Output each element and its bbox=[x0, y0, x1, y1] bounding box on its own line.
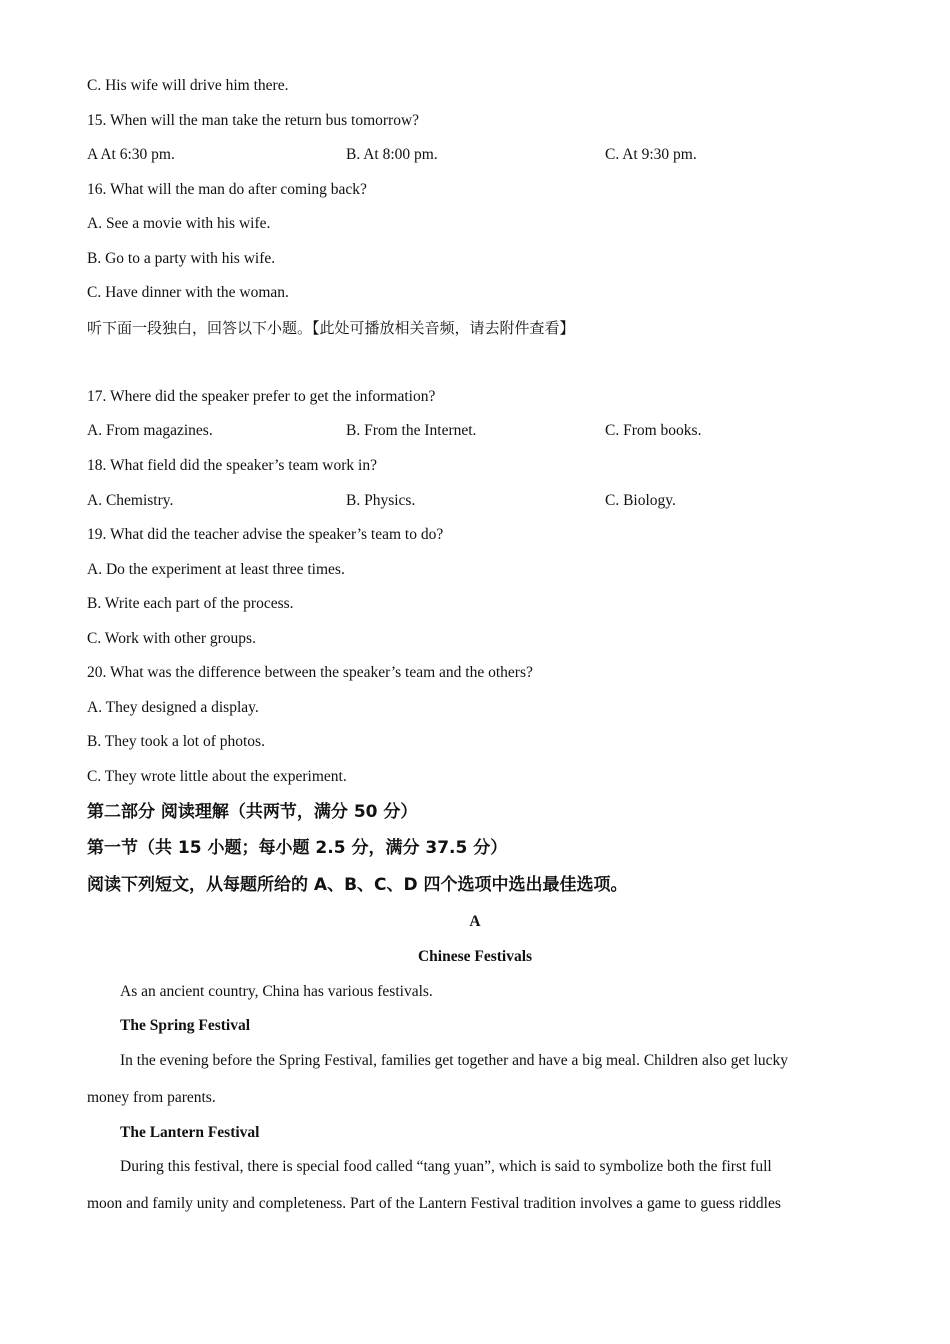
q14-option-c: C. His wife will drive him there. bbox=[87, 77, 289, 94]
q16-option-a: A. See a movie with his wife. bbox=[87, 215, 271, 232]
q19-option-a: A. Do the experiment at least three times. bbox=[87, 561, 345, 578]
q15-option-b: B. At 8:00 pm. bbox=[346, 146, 438, 163]
q18-option-b: B. Physics. bbox=[346, 492, 416, 509]
lantern-festival-text-1: During this festival, there is special food called “tang yuan”, which is said to symbolize both the first full bbox=[120, 1158, 772, 1175]
q16-question: 16. What will the man do after coming back? bbox=[87, 181, 367, 198]
spring-festival-text-1: In the evening before the Spring Festival, families get together and have a big meal. Children also get lucky bbox=[120, 1052, 789, 1069]
q18-option-a: A. Chemistry. bbox=[87, 492, 174, 509]
section1-heading: 第一节（共 15 小题；每小题 2.5 分，满分 37.5 分） bbox=[87, 838, 508, 858]
reading-instruction: 阅读下列短文，从每题所给的 A、B、C、D 四个选项中选出最佳选项。 bbox=[87, 875, 628, 895]
spring-festival-text-2: money from parents. bbox=[87, 1089, 216, 1106]
passage-title: Chinese Festivals bbox=[417, 948, 533, 965]
q15-option-c: C. At 9:30 pm. bbox=[605, 146, 697, 163]
passage-label: A bbox=[469, 913, 481, 930]
q18-option-c: C. Biology. bbox=[605, 492, 676, 509]
lantern-festival-text-2: moon and family unity and completeness. Part of the Lantern Festival tradition involves a game to guess riddles bbox=[87, 1195, 781, 1212]
lantern-festival-heading: The Lantern Festival bbox=[120, 1124, 260, 1141]
q16-option-b: B. Go to a party with his wife. bbox=[87, 250, 276, 267]
q17-option-c: C. From books. bbox=[605, 422, 702, 439]
monologue-instruction: 听下面一段独白，回答以下小题。【此处可播放相关音频，请去附件查看】 bbox=[87, 319, 575, 337]
q16-option-c: C. Have dinner with the woman. bbox=[87, 284, 289, 301]
q18-question: 18. What field did the speaker’s team work in? bbox=[87, 457, 377, 474]
q20-option-c: C. They wrote little about the experiment. bbox=[87, 768, 347, 785]
q19-option-b: B. Write each part of the process. bbox=[87, 595, 294, 612]
part2-heading: 第二部分 阅读理解（共两节，满分 50 分） bbox=[87, 802, 418, 822]
q15-question: 15. When will the man take the return bus tomorrow? bbox=[87, 112, 420, 129]
q17-option-b: B. From the Internet. bbox=[346, 422, 477, 439]
passage-intro: As an ancient country, China has various festivals. bbox=[120, 983, 433, 1000]
spring-festival-heading: The Spring Festival bbox=[120, 1017, 251, 1034]
q15-option-a: A At 6:30 pm. bbox=[87, 146, 175, 163]
q17-question: 17. Where did the speaker prefer to get the information? bbox=[87, 388, 436, 405]
q20-option-b: B. They took a lot of photos. bbox=[87, 733, 265, 750]
q17-option-a: A. From magazines. bbox=[87, 422, 213, 439]
q20-question: 20. What was the difference between the speaker’s team and the others? bbox=[87, 664, 533, 681]
q20-option-a: A. They designed a display. bbox=[87, 699, 259, 716]
q19-option-c: C. Work with other groups. bbox=[87, 630, 256, 647]
q19-question: 19. What did the teacher advise the speaker’s team to do? bbox=[87, 526, 444, 543]
